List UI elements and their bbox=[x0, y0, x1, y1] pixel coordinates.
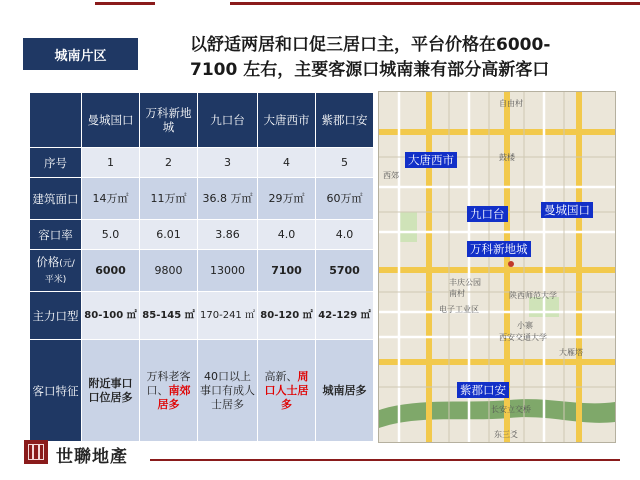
table-cell: 9800 bbox=[140, 250, 198, 292]
map-place-label: 自由村 bbox=[499, 99, 523, 108]
map-label-mancheng: 曼城国口 bbox=[541, 202, 593, 218]
row-label-main: 价格 bbox=[36, 254, 60, 269]
headline-line-1: 以舒适两居和口促三居口主，平台价格在6000- bbox=[190, 35, 551, 55]
section-tag: 城南片区 bbox=[23, 38, 138, 70]
bottom-rule bbox=[150, 459, 620, 461]
table-cell: 4.0 bbox=[258, 220, 316, 250]
table-row bbox=[30, 178, 374, 220]
stripe-segment bbox=[230, 2, 640, 5]
table-cell: 80-100 ㎡ bbox=[82, 292, 140, 340]
table-cell: 29万㎡ bbox=[258, 178, 316, 220]
table-corner bbox=[30, 93, 82, 148]
row-label-sub: (元/平米) bbox=[44, 258, 75, 285]
row-label: 客口特征 bbox=[30, 340, 82, 442]
table-cell: 6.01 bbox=[140, 220, 198, 250]
table-cell: 附近事口口位居多 bbox=[82, 340, 140, 442]
table-cell: 2 bbox=[140, 148, 198, 178]
table-cell: 5.0 bbox=[82, 220, 140, 250]
row-label: 序号 bbox=[30, 148, 82, 178]
table-cell: 42-129 ㎡ bbox=[316, 292, 374, 340]
map-label-zijun: 紫郡口安 bbox=[457, 382, 509, 398]
table-cell: 170-241 ㎡ bbox=[198, 292, 258, 340]
header-project-1: 曼城国口 bbox=[82, 93, 140, 148]
table-cell: 城南居多 bbox=[316, 340, 374, 442]
header-project-5: 紫郡口安 bbox=[316, 93, 374, 148]
table-cell: 4.0 bbox=[316, 220, 374, 250]
headline bbox=[190, 33, 630, 83]
row-label: 主力口型 bbox=[30, 292, 82, 340]
feature-highlight: 周口人士居多 bbox=[264, 369, 309, 411]
map-place-label: 南村 bbox=[449, 289, 465, 298]
table-cell: 85-145 ㎡ bbox=[140, 292, 198, 340]
map-place-label: 长安立交桥 bbox=[491, 405, 531, 414]
table-row bbox=[30, 148, 374, 178]
map-place-label: 小寨 bbox=[517, 321, 533, 330]
map-place-label: 电子工业区 bbox=[439, 305, 479, 314]
table-row bbox=[30, 292, 374, 340]
table-cell: 1 bbox=[82, 148, 140, 178]
table-row bbox=[30, 340, 374, 442]
company-name: 世聯地產 bbox=[56, 447, 128, 467]
table-cell: 5 bbox=[316, 148, 374, 178]
table-cell: 7100 bbox=[258, 250, 316, 292]
table-cell: 14万㎡ bbox=[82, 178, 140, 220]
map-label-jiutai: 九口台 bbox=[467, 206, 508, 222]
header-project-4: 大唐西市 bbox=[258, 93, 316, 148]
stripe-segment bbox=[95, 2, 155, 5]
top-stripe bbox=[0, 0, 640, 8]
company-logo bbox=[24, 440, 48, 464]
table-cell: 36.8 万㎡ bbox=[198, 178, 258, 220]
row-label bbox=[30, 250, 82, 292]
map-place-label: 大雁塔 bbox=[559, 348, 583, 357]
map-place-label: 丰庆公园 bbox=[449, 278, 481, 287]
table-cell: 6000 bbox=[82, 250, 140, 292]
logo-mark bbox=[28, 444, 44, 460]
map-label-wanke: 万科新地城 bbox=[467, 241, 531, 257]
table-row bbox=[30, 220, 374, 250]
table-cell: 13000 bbox=[198, 250, 258, 292]
table-cell: 60万㎡ bbox=[316, 178, 374, 220]
table-cell: 3 bbox=[198, 148, 258, 178]
table-cell bbox=[258, 340, 316, 442]
table-cell: 11万㎡ bbox=[140, 178, 198, 220]
row-label: 容口率 bbox=[30, 220, 82, 250]
table-cell: 5700 bbox=[316, 250, 374, 292]
feature-highlight: 南郊居多 bbox=[157, 383, 191, 411]
location-map bbox=[378, 91, 616, 443]
table-row bbox=[30, 250, 374, 292]
feature-normal: 高新、 bbox=[264, 369, 298, 383]
map-place-label: 陕西师范大学 bbox=[509, 291, 557, 300]
header-project-3: 九口台 bbox=[198, 93, 258, 148]
map-place-label: 西安交通大学 bbox=[499, 333, 547, 342]
table-cell: 3.86 bbox=[198, 220, 258, 250]
map-label-datang-xishi: 大唐西市 bbox=[405, 152, 457, 168]
header-project-2: 万科新地城 bbox=[140, 93, 198, 148]
feature-normal: 万科老客口、 bbox=[146, 369, 191, 397]
comparison-table bbox=[29, 92, 374, 442]
table-header-row bbox=[30, 93, 374, 148]
map-place-label: 鼓楼 bbox=[499, 153, 515, 162]
headline-line-2: 7100 左右，主要客源口城南兼有部分高新客口 bbox=[190, 60, 550, 80]
map-place-label: 东三爻 bbox=[494, 430, 518, 439]
table-cell: 4 bbox=[258, 148, 316, 178]
table-cell: 80-120 ㎡ bbox=[258, 292, 316, 340]
table-cell: 40口以上事口有成人士居多 bbox=[198, 340, 258, 442]
row-label: 建筑面口 bbox=[30, 178, 82, 220]
map-place-label: 西郊 bbox=[383, 171, 399, 180]
table-cell bbox=[140, 340, 198, 442]
